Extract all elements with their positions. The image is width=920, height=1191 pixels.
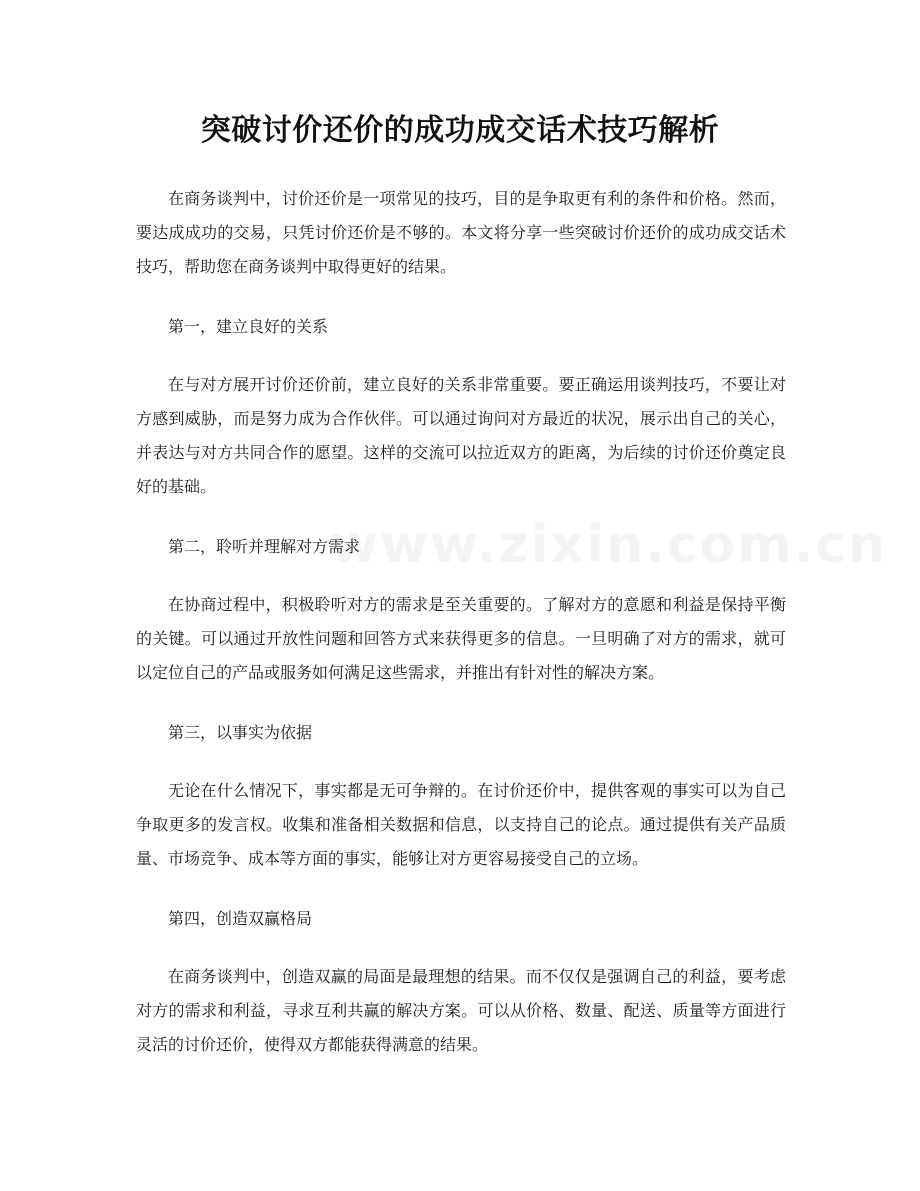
section-body-2: 在协商过程中，积极聆听对方的需求是至关重要的。了解对方的意愿和利益是保持平衡的关键。可以通过开放性问题和回答方式来获得更多的信息。一旦明确了对方的需求，就可以定位自己的产品或服务如何满足这些需求，并推出有针对性的解决方案。 bbox=[136, 595, 786, 682]
intro-paragraph: 在商务谈判中，讨价还价是一项常见的技巧，目的是争取更有利的条件和价格。然而，要达成成功的交易，只凭讨价还价是不够的。本文将分享一些突破讨价还价的成功成交话术技巧，帮助您在商务谈判中取得更好的结果。 bbox=[136, 189, 786, 276]
section-body-3: 无论在什么情况下，事实都是无可争辩的。在讨价还价中，提供客观的事实可以为自己争取更多的发言权。收集和准备相关数据和信息，以支持自己的论点。通过提供有关产品质量、市场竞争、成本等方面的事实，能够让对方更容易接受自己的立场。 bbox=[136, 781, 786, 868]
section-heading-1: 第一，建立良好的关系 bbox=[168, 317, 329, 336]
section-heading-2: 第二，聆听并理解对方需求 bbox=[168, 537, 361, 556]
section-body-4: 在商务谈判中，创造双赢的局面是最理想的结果。而不仅仅是强调自己的利益，要考虑对方的需求和利益，寻求互利共赢的解决方案。可以从价格、数量、配送、质量等方面进行灵活的讨价还价，使得双方都能获得满意的结果。 bbox=[136, 967, 786, 1054]
document-title: 突破讨价还价的成功成交话术技巧解析 bbox=[200, 113, 720, 148]
section-body-1: 在与对方展开讨价还价前，建立良好的关系非常重要。要正确运用谈判技巧，不要让对方感到威胁，而是努力成为合作伙伴。可以通过询问对方最近的状况，展示出自己的关心，并表达与对方共同合作的愿望。这样的交流可以拉近双方的距离，为后续的讨价还价奠定良好的基础。 bbox=[136, 375, 786, 496]
section-heading-3: 第三，以事实为依据 bbox=[168, 723, 313, 742]
document-body bbox=[136, 182, 786, 1088]
section-heading-4: 第四，创造双赢格局 bbox=[168, 909, 313, 928]
